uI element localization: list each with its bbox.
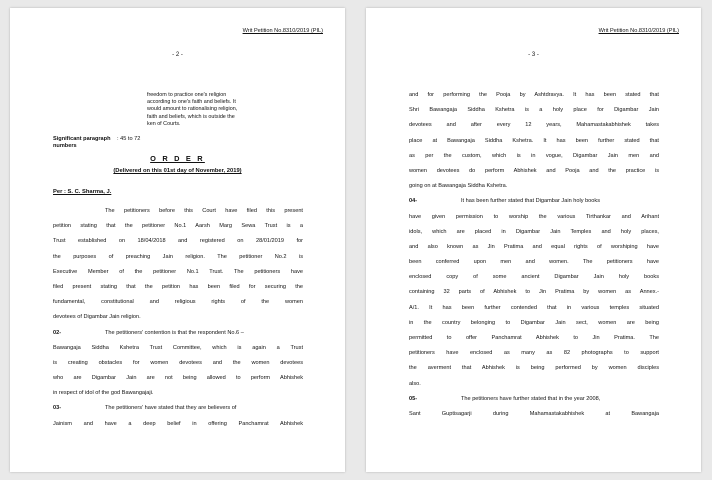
text-line: women devotees do perform Abhishek and Pooja and the practice is	[409, 167, 659, 174]
text-line: devotees and after every 12 years, Mahamastakabhishek takes	[409, 122, 659, 129]
text-line: A/1. It has been further contended that in various temples situated	[409, 304, 659, 311]
text-line: as per the custom, which is in vogue, Digambar Jain men and	[409, 152, 659, 159]
quote-line: faith and beliefs, which is outside the	[147, 113, 235, 120]
text-line: and also known as Jin Pratima and equal rights of worshiping have	[409, 243, 659, 250]
page-number: - 2 -	[172, 52, 183, 58]
quote-line: ken of Courts.	[147, 120, 181, 127]
text-line: the averment that Abhishek is being performed by women disciples	[409, 365, 659, 372]
numbered-paragraph-line	[53, 328, 303, 343]
text-line: Jainism and have a deep belief in offering Panchamrat Abhishek	[53, 420, 303, 427]
quoted-passage	[147, 92, 272, 128]
text-line: in respect of idol of the god Bawangajaji.	[53, 390, 154, 397]
order-title: O R D E R	[150, 154, 205, 163]
paragraph-number: 05-	[409, 395, 418, 402]
page-body	[53, 206, 303, 434]
text-line: filed present stating that the petition has been filed for securing the	[53, 283, 303, 290]
text-line: permitted to offer Panchamrat Abhishek to Jin Pratima. The	[409, 335, 659, 341]
text-line: devotees of Digambar Jain religion.	[53, 314, 141, 321]
text-line: who are Digambar Jain are not being allowed to perform Abhishek	[53, 375, 303, 382]
text-line: Sant Guptisagarji during Mahamastakabhishek at Bawangaja	[409, 410, 659, 417]
significant-paragraphs-label: Significant paragraph numbers	[53, 136, 111, 149]
page-header: Writ Petition No.8310/2019 (PIL)	[598, 28, 679, 34]
paragraph-number: 04-	[409, 198, 418, 205]
text-line: going on at Bawangaja Siddha Kshetra.	[409, 183, 508, 190]
text-line: petition stating that the petitioner No.1 Aarsh Marg Sewa Trust is a	[53, 223, 303, 230]
paragraph-number: 02-	[53, 329, 62, 336]
text-line: It has been further stated that Digambar Jain holy books	[461, 198, 600, 205]
quote-line: freedom to practice one's religion	[147, 92, 227, 98]
page-header: Writ Petition No.8310/2019 (PIL)	[242, 28, 323, 34]
text-line: fundamental, constitutional and religious rights of the women	[53, 299, 303, 306]
numbered-paragraph-line	[409, 394, 659, 409]
numbered-paragraph-line	[409, 196, 659, 211]
significant-paragraphs-value: : 45 to 72	[117, 136, 141, 142]
page-body	[409, 90, 659, 424]
text-line: petitioners have enclosed as many as 82 photographs to support	[409, 350, 659, 357]
page-right	[366, 8, 701, 472]
page-left	[10, 8, 345, 472]
text-line: and for performing the Pooja by Ashtdravya. It has been stated that	[409, 92, 659, 98]
delivery-date: (Delivered on this 01st day of November, 2019)	[113, 168, 242, 174]
quote-line: according to one's faith and beliefs. It	[147, 99, 236, 106]
text-line: in the country belonging to Digambar Jain sect, women are being	[409, 319, 659, 326]
text-line: also.	[409, 380, 421, 387]
paragraph-number: 03-	[53, 405, 62, 412]
text-line: enclosed copy of some ancient Digambar Jain holy books	[409, 274, 659, 281]
text-line: been conferred upon men and women. The petitioners have	[409, 259, 659, 266]
text-line: The petitioners' contention is that the respondent No.6 –	[105, 329, 244, 336]
text-line: containing 32 parts of Abhishek to Jin Pratima by women as Annex.-	[409, 289, 659, 296]
text-line: idols, which are placed in Digambar Jain Temples and holy places,	[409, 228, 659, 235]
page-number: - 3 -	[528, 52, 539, 58]
numbered-paragraph-line	[53, 403, 303, 418]
text-line: the purposes of preaching Jain religion. The petitioner No.2 is	[53, 253, 303, 260]
text-line: is creating obstacles for women devotees and the women devotees	[53, 359, 303, 366]
text-line: The petitioners have further stated that in the year 2008,	[461, 395, 601, 402]
text-line: The petitioners before this Court have filed this present	[105, 208, 303, 214]
quote-line: would amount to rationalising religion,	[147, 106, 238, 113]
text-line: Bawangaja Siddha Kshetra Trust Committee, which is again a Trust	[53, 344, 303, 351]
text-line: The petitioners' have stated that they are believers of	[105, 405, 237, 412]
text-line: place at Bawangaja Siddha Kshetra. It has been further stated that	[409, 137, 659, 144]
judge-line: Per : S. C. Sharma, J.	[53, 189, 112, 195]
text-line: Executive Member of the petitioner No.1 Trust. The petitioners have	[53, 268, 303, 275]
text-line: Shri Bawangaja Siddha Kshetra is a holy place for Digambar Jain	[409, 107, 659, 114]
text-line: Trust established on 18/04/2018 and registered on 28/01/2019 for	[53, 238, 303, 245]
text-line: have given permission to worship the various Tirthankar and Arihant	[409, 213, 659, 220]
